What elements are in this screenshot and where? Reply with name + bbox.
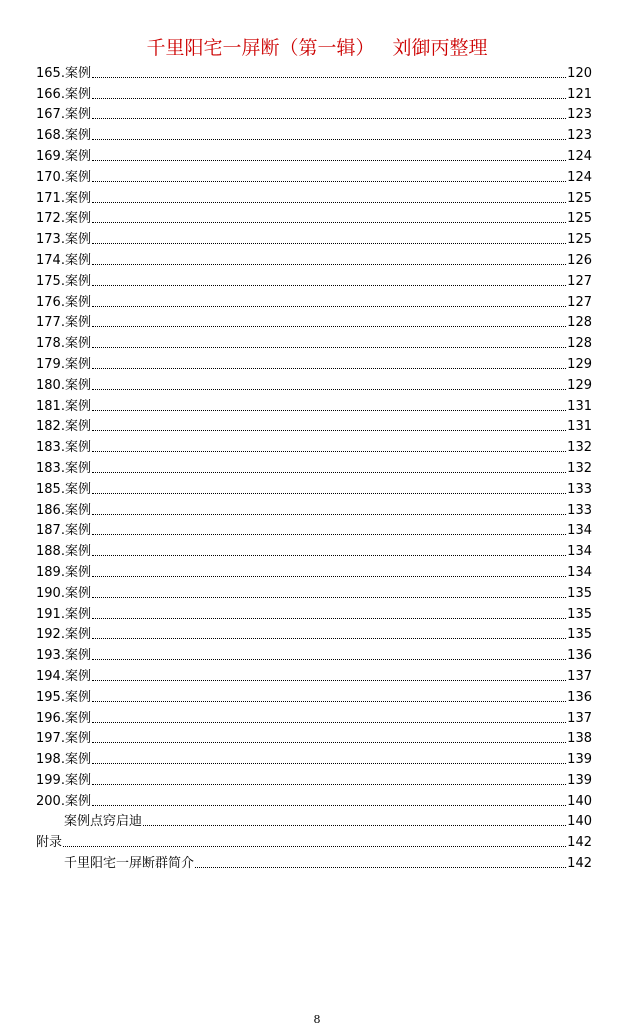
toc-entry[interactable] bbox=[36, 768, 592, 789]
dot-leader bbox=[92, 493, 566, 494]
toc-entry-page: 128 bbox=[567, 336, 592, 352]
toc-entry-page: 124 bbox=[567, 169, 592, 185]
toc-entry[interactable] bbox=[36, 498, 592, 519]
toc-entry[interactable] bbox=[36, 685, 592, 706]
toc-entry-page: 139 bbox=[567, 772, 592, 788]
toc-entry-label: 177.案例 bbox=[36, 315, 91, 331]
toc-entry[interactable] bbox=[36, 560, 592, 581]
toc-entry-label: 169.案例 bbox=[36, 148, 91, 164]
toc-entry[interactable] bbox=[36, 581, 592, 602]
toc-entry-page: 134 bbox=[567, 544, 592, 560]
toc-entry-page: 133 bbox=[567, 502, 592, 518]
toc-entry-label: 176.案例 bbox=[36, 294, 91, 310]
dot-leader bbox=[92, 472, 566, 473]
toc-entry-label: 183.案例 bbox=[36, 460, 91, 476]
toc-entry-page: 140 bbox=[567, 814, 592, 830]
toc-entry[interactable] bbox=[36, 269, 592, 290]
toc-entry[interactable] bbox=[36, 623, 592, 644]
toc-entry-label: 185.案例 bbox=[36, 481, 91, 497]
dot-leader bbox=[92, 638, 566, 639]
toc-entry-label: 180.案例 bbox=[36, 377, 91, 393]
toc-entry-label: 196.案例 bbox=[36, 710, 91, 726]
toc-entry-label: 191.案例 bbox=[36, 606, 91, 622]
dot-leader bbox=[92, 139, 566, 140]
toc-entry-page: 142 bbox=[567, 856, 592, 872]
toc-entry-page: 139 bbox=[567, 752, 592, 768]
toc-entry-label: 171.案例 bbox=[36, 190, 91, 206]
toc-entry-page: 120 bbox=[567, 65, 592, 81]
toc-entry[interactable] bbox=[36, 435, 592, 456]
toc-entry-label: 199.案例 bbox=[36, 772, 91, 788]
dot-leader bbox=[92, 805, 566, 806]
dot-leader bbox=[92, 722, 566, 723]
dot-leader bbox=[92, 763, 566, 764]
dot-leader bbox=[92, 368, 566, 369]
toc-entry[interactable] bbox=[36, 456, 592, 477]
toc-entry[interactable] bbox=[36, 82, 592, 103]
toc-entry-label: 200.案例 bbox=[36, 793, 91, 809]
toc-entry-label: 192.案例 bbox=[36, 627, 91, 643]
toc-entry-label: 198.案例 bbox=[36, 752, 91, 768]
toc-entry-label: 195.案例 bbox=[36, 689, 91, 705]
toc-entry[interactable] bbox=[36, 186, 592, 207]
dot-leader bbox=[92, 410, 566, 411]
toc-entry-page: 131 bbox=[567, 398, 592, 414]
toc-entry[interactable] bbox=[36, 789, 592, 810]
toc-entry[interactable] bbox=[36, 477, 592, 498]
dot-leader bbox=[92, 160, 566, 161]
toc-entry-page: 134 bbox=[567, 523, 592, 539]
toc-entry-page: 127 bbox=[567, 273, 592, 289]
dot-leader bbox=[92, 118, 566, 119]
toc-entry-page: 135 bbox=[567, 627, 592, 643]
toc-entry-label: 179.案例 bbox=[36, 356, 91, 372]
dot-leader bbox=[92, 202, 566, 203]
toc-entry-label: 190.案例 bbox=[36, 585, 91, 601]
dot-leader bbox=[92, 576, 566, 577]
toc-entry-label: 182.案例 bbox=[36, 419, 91, 435]
page-number: 8 bbox=[313, 1013, 321, 1026]
toc-entry-page: 129 bbox=[567, 377, 592, 393]
toc-entry[interactable] bbox=[36, 539, 592, 560]
table-of-contents bbox=[36, 61, 592, 872]
toc-entry-page: 142 bbox=[567, 835, 592, 851]
dot-leader bbox=[92, 597, 566, 598]
dot-leader bbox=[92, 618, 566, 619]
toc-entry-page: 124 bbox=[567, 148, 592, 164]
dot-leader bbox=[92, 430, 566, 431]
toc-entry-label: 165.案例 bbox=[36, 65, 91, 81]
toc-entry-label: 186.案例 bbox=[36, 502, 91, 518]
toc-entry-label: 193.案例 bbox=[36, 648, 91, 664]
toc-entry-label: 附录 bbox=[36, 835, 63, 851]
toc-entry-page: 127 bbox=[567, 294, 592, 310]
dot-leader bbox=[63, 846, 566, 847]
toc-entry[interactable] bbox=[36, 207, 592, 228]
dot-leader bbox=[143, 825, 566, 826]
toc-entry[interactable] bbox=[36, 519, 592, 540]
toc-entry-label: 168.案例 bbox=[36, 128, 91, 144]
dot-leader bbox=[92, 680, 566, 681]
dot-leader bbox=[92, 389, 566, 390]
dot-leader bbox=[92, 264, 566, 265]
toc-entry[interactable] bbox=[36, 248, 592, 269]
dot-leader bbox=[92, 222, 566, 223]
toc-entry[interactable] bbox=[36, 103, 592, 124]
dot-leader bbox=[92, 243, 566, 244]
toc-entry-label: 181.案例 bbox=[36, 398, 91, 414]
toc-entry[interactable] bbox=[36, 747, 592, 768]
toc-entry[interactable] bbox=[36, 61, 592, 82]
toc-entry[interactable] bbox=[36, 227, 592, 248]
dot-leader bbox=[92, 285, 566, 286]
toc-entry-page: 121 bbox=[567, 86, 592, 102]
toc-entry[interactable] bbox=[36, 643, 592, 664]
dot-leader bbox=[92, 701, 566, 702]
toc-entry[interactable] bbox=[36, 810, 592, 831]
toc-entry-label: 170.案例 bbox=[36, 169, 91, 185]
toc-entry[interactable] bbox=[36, 415, 592, 436]
dot-leader bbox=[92, 784, 566, 785]
toc-entry-page: 125 bbox=[567, 211, 592, 227]
toc-entry-page: 131 bbox=[567, 419, 592, 435]
toc-entry-label: 166.案例 bbox=[36, 86, 91, 102]
toc-entry-page: 134 bbox=[567, 564, 592, 580]
toc-entry[interactable] bbox=[36, 352, 592, 373]
toc-entry[interactable] bbox=[36, 851, 592, 872]
toc-entry[interactable] bbox=[36, 664, 592, 685]
toc-entry-label: 194.案例 bbox=[36, 668, 91, 684]
toc-entry[interactable] bbox=[36, 602, 592, 623]
toc-entry-page: 135 bbox=[567, 585, 592, 601]
toc-entry[interactable] bbox=[36, 373, 592, 394]
dot-leader bbox=[92, 347, 566, 348]
toc-entry-page: 123 bbox=[567, 107, 592, 123]
toc-entry[interactable] bbox=[36, 727, 592, 748]
dot-leader bbox=[92, 659, 566, 660]
toc-entry-label: 183.案例 bbox=[36, 440, 91, 456]
toc-entry-page: 138 bbox=[567, 731, 592, 747]
toc-entry-page: 125 bbox=[567, 232, 592, 248]
toc-entry[interactable] bbox=[36, 331, 592, 352]
toc-entry-label: 187.案例 bbox=[36, 523, 91, 539]
dot-leader bbox=[92, 98, 566, 99]
toc-entry[interactable] bbox=[36, 165, 592, 186]
toc-entry-page: 140 bbox=[567, 793, 592, 809]
toc-entry-page: 123 bbox=[567, 128, 592, 144]
toc-entry[interactable] bbox=[36, 144, 592, 165]
toc-entry[interactable] bbox=[36, 123, 592, 144]
toc-entry-label: 188.案例 bbox=[36, 544, 91, 560]
toc-entry-page: 126 bbox=[567, 252, 592, 268]
dot-leader bbox=[195, 867, 566, 868]
dot-leader bbox=[92, 534, 566, 535]
toc-entry-page: 137 bbox=[567, 668, 592, 684]
toc-entry-label: 178.案例 bbox=[36, 336, 91, 352]
dot-leader bbox=[92, 451, 566, 452]
dot-leader bbox=[92, 77, 566, 78]
dot-leader bbox=[92, 742, 566, 743]
dot-leader bbox=[92, 181, 566, 182]
toc-entry-page: 136 bbox=[567, 648, 592, 664]
dot-leader bbox=[92, 555, 566, 556]
toc-entry[interactable] bbox=[36, 311, 592, 332]
toc-entry-label: 189.案例 bbox=[36, 564, 91, 580]
toc-entry-label: 千里阳宅一屏断群简介 bbox=[64, 856, 195, 872]
toc-entry-page: 125 bbox=[567, 190, 592, 206]
toc-entry-label: 172.案例 bbox=[36, 211, 91, 227]
toc-entry[interactable] bbox=[36, 394, 592, 415]
page-header-title: 千里阳宅一屏断（第一辑） 刘御丙整理 bbox=[146, 37, 488, 59]
toc-entry-page: 135 bbox=[567, 606, 592, 622]
toc-entry[interactable] bbox=[36, 706, 592, 727]
dot-leader bbox=[92, 326, 566, 327]
toc-entry-page: 133 bbox=[567, 481, 592, 497]
toc-entry-page: 136 bbox=[567, 689, 592, 705]
dot-leader bbox=[92, 306, 566, 307]
toc-entry-page: 129 bbox=[567, 356, 592, 372]
toc-entry[interactable] bbox=[36, 290, 592, 311]
toc-entry-page: 137 bbox=[567, 710, 592, 726]
toc-entry-page: 128 bbox=[567, 315, 592, 331]
toc-entry-label: 案例点窍启迪 bbox=[64, 814, 143, 830]
toc-entry-label: 174.案例 bbox=[36, 252, 91, 268]
toc-entry[interactable] bbox=[36, 830, 592, 851]
toc-entry-page: 132 bbox=[567, 440, 592, 456]
dot-leader bbox=[92, 514, 566, 515]
toc-entry-label: 175.案例 bbox=[36, 273, 91, 289]
toc-entry-page: 132 bbox=[567, 460, 592, 476]
toc-entry-label: 173.案例 bbox=[36, 232, 91, 248]
toc-entry-label: 167.案例 bbox=[36, 107, 91, 123]
toc-entry-label: 197.案例 bbox=[36, 731, 91, 747]
